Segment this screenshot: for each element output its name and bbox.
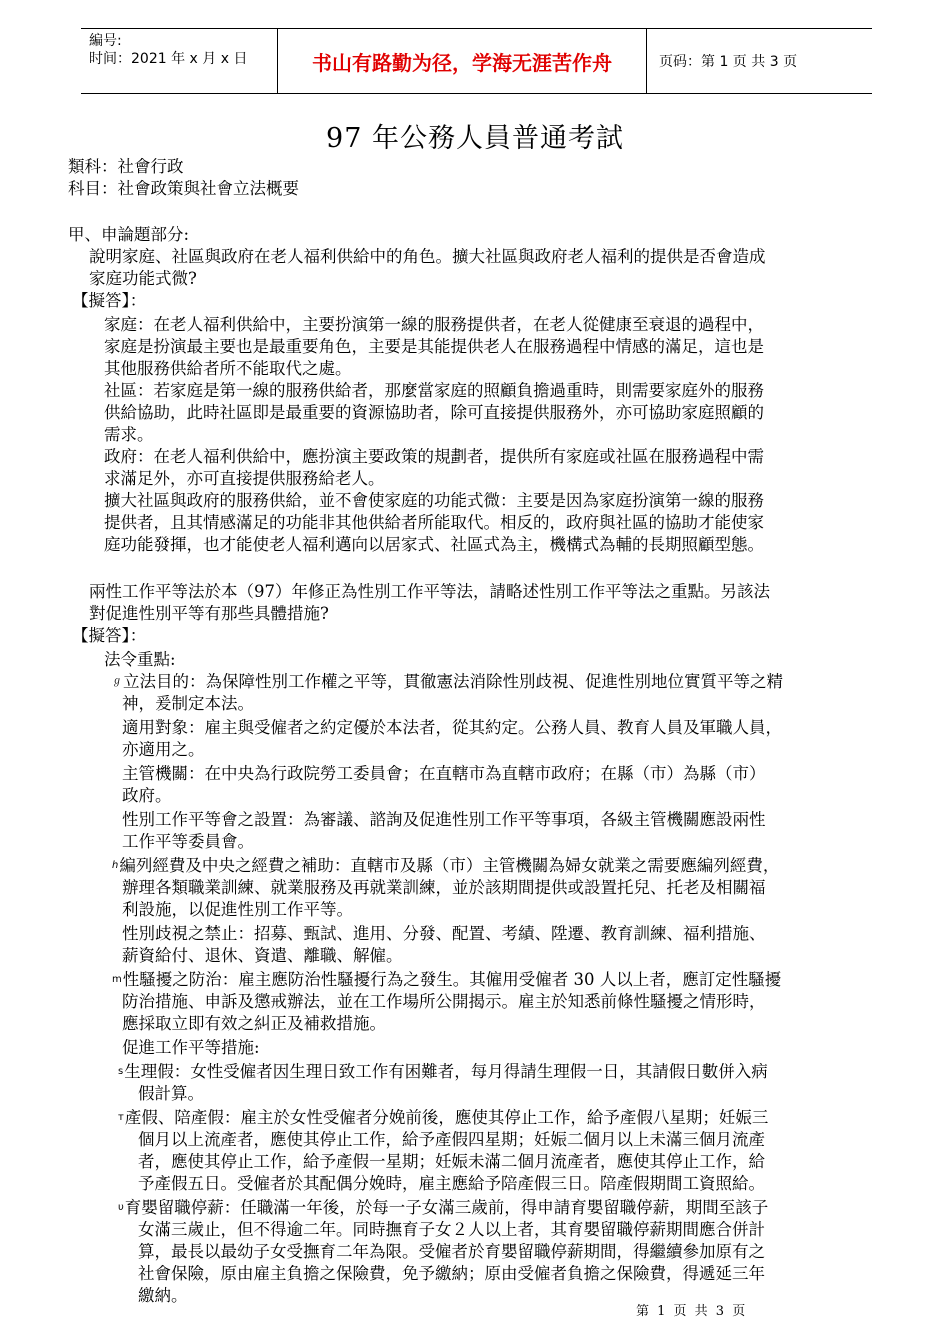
answer-2-label: 【擬答】： xyxy=(72,626,147,645)
answer-2-line: 者，應使其停止工作，給予產假一星期；妊娠未滿二個月流產者，應使其停止工作，給 xyxy=(138,1152,765,1171)
answer-2-line: 適用對象：雇主與受僱者之約定優於本法者，從其約定。公務人員、教育人員及軍職人員， xyxy=(122,718,782,737)
answer-2-line: 女滿三歲止，但不得逾二年。同時撫育子女２人以上者，其育嬰留職停薪期間應合併計 xyxy=(138,1220,765,1239)
answer-1-line: 政府：在老人福利供給中，應扮演主要政策的規劃者，提供所有家庭或社區在服務過程中需 xyxy=(104,447,764,466)
header-meta xyxy=(81,29,277,93)
document-time-label: 时间：2021 年 x 月 x 日 xyxy=(89,51,248,67)
subject-line: 科目：社會政策與社會立法概要 xyxy=(68,179,299,198)
answer-2-line: 予產假五日。受僱者於其配偶分娩時，雇主應給予陪產假三日。陪產假期間工資照給。 xyxy=(138,1174,765,1193)
question-2-line: 兩性工作平等法於本（97）年修正為性別工作平等法，請略述性別工作平等法之重點。另該法 xyxy=(89,582,770,601)
answer-2-line: υ育嬰留職停薪：任職滿一年後，於每一子女滿三歲前，得申請育嬰留職停薪，期間至該子 xyxy=(118,1198,769,1217)
answer-1-line: 其他服務供給者所不能取代之處。 xyxy=(104,359,352,378)
answer-1-line: 提供者，且其情感滿足的功能非其他供給者所能取代。相反的，政府與社區的協助才能使家 xyxy=(104,513,764,532)
answer-2-line: ⅿ性騷擾之防治：雇主應防治性騷擾行為之發生。其僱用受僱者 30 人以上者，應訂定性騷擾 xyxy=(112,970,782,989)
answer-2-line: 算，最長以最幼子女受撫育二年為限。受僱者於育嬰留職停薪期間，得繼續參加原有之 xyxy=(138,1242,765,1261)
answer-2-line: 應採取立即有效之糾正及補救措施。 xyxy=(122,1014,386,1033)
answer-2-line: 法令重點: xyxy=(104,650,176,669)
answer-2-line: 繳納。 xyxy=(138,1286,188,1305)
answer-2-line: 個月以上流產者，應使其停止工作，給予產假四星期；妊娠二個月以上未滿三個月流產 xyxy=(138,1130,765,1149)
answer-2-line: 主管機關：在中央為行政院勞工委員會；在直轄市為直轄市政府；在縣（市）為縣（市） xyxy=(122,764,766,783)
header-page-info: 页码：第 1 页 共 3 页 xyxy=(659,54,798,70)
page-header xyxy=(81,28,872,94)
answer-1-label: 【擬答】： xyxy=(72,291,147,310)
answer-1-line: 擴大社區與政府的服務供給，並不會使家庭的功能式微：主要是因為家庭扮演第一線的服務 xyxy=(104,491,764,510)
list-marker: s xyxy=(118,1066,124,1077)
list-marker: ⅿ xyxy=(112,974,122,985)
question-1-line: 家庭功能式微? xyxy=(89,269,197,288)
list-marker: υ xyxy=(118,1202,124,1213)
answer-2-line: 性別工作平等會之設置：為審議、諮詢及促進性別工作平等事項，各級主管機關應設兩性 xyxy=(122,810,766,829)
answer-2-line: 假計算。 xyxy=(138,1084,204,1103)
answer-2-line: s生理假：女性受僱者因生理日致工作有困難者，每月得請生理假一日，其請假日數併入病 xyxy=(118,1062,768,1081)
answer-2-line: 促進工作平等措施: xyxy=(122,1038,260,1057)
list-marker: т xyxy=(118,1112,124,1123)
page-footer: 第 1 页 共 3 页 xyxy=(636,1304,748,1319)
answer-2-line: 辦理各類職業訓練、就業服務及再就業訓練，並於該期間提供或設置托兒、托老及相關福 xyxy=(122,878,766,897)
category-line: 類科：社會行政 xyxy=(68,157,184,176)
answer-1-line: 家庭：在老人福利供給中，主要扮演第一線的服務提供者，在老人從健康至衰退的過程中， xyxy=(104,315,764,334)
answer-1-line: 庭功能發揮，也才能使老人福利邁向以居家式、社區式為主，機構式為輔的長期照顧型態。 xyxy=(104,535,764,554)
answer-2-line: 薪資給付、退休、資遣、離職、解僱。 xyxy=(122,946,403,965)
list-marker: ℎ xyxy=(112,860,119,871)
section-heading: 甲、申論題部分: xyxy=(68,225,190,244)
document-number-label: 編号: xyxy=(89,33,122,49)
question-2-line: 對促進性別平等有那些具體措施? xyxy=(89,604,329,623)
answer-2-line: 性別歧視之禁止：招募、甄試、進用、分發、配置、考績、陞遷、教育訓練、福利措施、 xyxy=(122,924,766,943)
answer-2-line: ℎ編列經費及中央之經費之補助：直轄市及縣（市）主管機關為婦女就業之需要應編列經費， xyxy=(112,856,780,875)
answer-2-line: 神，爰制定本法。 xyxy=(122,694,254,713)
answer-1-line: 家庭是扮演最主要也是最重要角色，主要是其能提供老人在服務過程中情感的滿足，這也是 xyxy=(104,337,764,356)
answer-1-line: 社區：若家庭是第一線的服務供給者，那麼當家庭的照顧負擔過重時，則需要家庭外的服務 xyxy=(104,381,764,400)
answer-1-line: 供給協助，此時社區即是最重要的資源協助者，除可直接提供服務外，亦可協助家庭照顧的 xyxy=(104,403,764,422)
answer-2-line: 防治措施、申訴及懲戒辦法，並在工作場所公開揭示。雇主於知悉前條性騷擾之情形時， xyxy=(122,992,766,1011)
document-title: 97 年公務人員普通考試 xyxy=(326,123,624,154)
answer-2-line: 工作平等委員會。 xyxy=(122,832,254,851)
answer-2-line: 亦適用之。 xyxy=(122,740,205,759)
list-marker: ℊ xyxy=(112,676,122,687)
question-1-line: 說明家庭、社區與政府在老人福利供給中的角色。擴大社區與政府老人福利的提供是否會造成 xyxy=(89,247,766,266)
answer-1-line: 需求。 xyxy=(104,425,154,444)
header-motto: 书山有路勤为径，学海无涯苦作舟 xyxy=(277,29,647,93)
answer-2-line: ℊ立法目的：為保障性別工作權之平等，貫徹憲法消除性別歧視、促進性別地位實質平等之精 xyxy=(112,672,783,691)
answer-2-line: 政府。 xyxy=(122,786,172,805)
answer-2-line: 利設施，以促進性別工作平等。 xyxy=(122,900,353,919)
answer-1-line: 求滿足外，亦可直接提供服務給老人。 xyxy=(104,469,385,488)
answer-2-line: т產假、陪產假：雇主於女性受僱者分娩前後，應使其停止工作，給予產假八星期；妊娠三 xyxy=(118,1108,769,1127)
answer-2-line: 社會保險，原由雇主負擔之保險費，免予繳納；原由受僱者負擔之保險費，得遞延三年 xyxy=(138,1264,765,1283)
